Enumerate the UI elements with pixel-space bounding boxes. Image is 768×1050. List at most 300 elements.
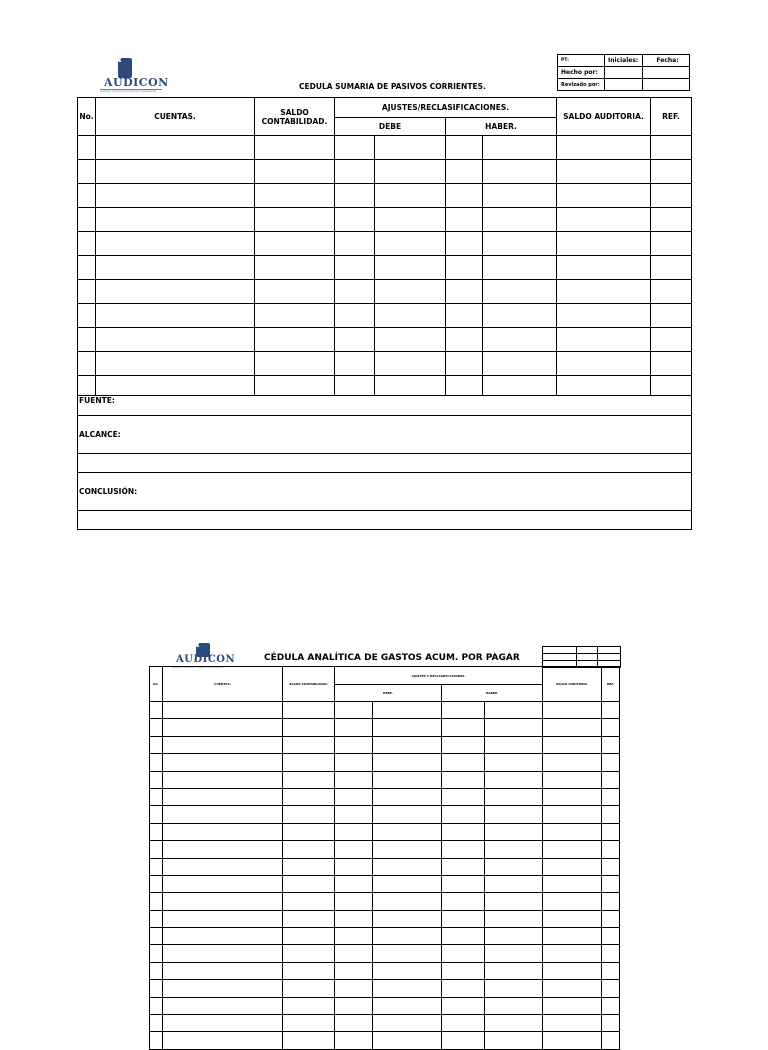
table-cell[interactable] (335, 754, 373, 771)
table-cell[interactable] (96, 184, 255, 208)
table-cell[interactable] (255, 256, 335, 280)
table-cell[interactable] (557, 232, 651, 256)
table-cell[interactable] (651, 256, 692, 280)
table-cell[interactable] (373, 771, 442, 788)
table-cell[interactable] (543, 997, 602, 1014)
table-cell[interactable] (543, 841, 602, 858)
table-cell[interactable] (557, 304, 651, 328)
table-row (150, 806, 620, 823)
table-cell[interactable] (335, 875, 373, 892)
table-cell[interactable] (78, 304, 96, 328)
fuente-label: FUENTE: (78, 396, 692, 416)
table-cell[interactable] (255, 280, 335, 304)
table-cell[interactable] (283, 980, 335, 997)
logo-tagline: Auditores, Consultores, Contadores Independientes (100, 90, 157, 93)
table-cell[interactable] (335, 184, 375, 208)
table-cell[interactable] (163, 1032, 283, 1049)
table-cell[interactable] (373, 945, 442, 962)
table-cell[interactable] (373, 928, 442, 945)
table-cell[interactable] (150, 1015, 163, 1032)
table-cell[interactable] (442, 928, 485, 945)
table-cell[interactable] (442, 1015, 485, 1032)
table-cell[interactable] (442, 719, 485, 736)
table-cell[interactable] (373, 875, 442, 892)
table-cell[interactable] (335, 997, 373, 1014)
table-cell[interactable] (163, 858, 283, 875)
table-cell[interactable] (96, 376, 255, 396)
hecho-iniciales-cell[interactable] (605, 67, 643, 79)
table-cell[interactable] (543, 788, 602, 805)
table-cell[interactable] (483, 328, 557, 352)
table-cell[interactable] (485, 754, 543, 771)
table-cell[interactable] (150, 858, 163, 875)
table-cell[interactable] (96, 208, 255, 232)
table-cell[interactable] (283, 858, 335, 875)
table-cell[interactable] (150, 823, 163, 840)
table-cell[interactable] (602, 962, 620, 979)
table-cell[interactable] (78, 256, 96, 280)
table-cell[interactable] (483, 256, 557, 280)
table-cell[interactable] (283, 754, 335, 771)
table-cell[interactable] (442, 910, 485, 927)
table-cell[interactable] (78, 328, 96, 352)
table-cell[interactable] (485, 928, 543, 945)
table-cell[interactable] (375, 232, 446, 256)
table-cell[interactable] (651, 232, 692, 256)
table-cell[interactable] (78, 160, 96, 184)
table-cell[interactable] (375, 256, 446, 280)
revisado-iniciales-cell[interactable] (605, 79, 643, 91)
table-cell[interactable] (485, 910, 543, 927)
table-cell[interactable] (485, 945, 543, 962)
table-cell[interactable] (335, 841, 373, 858)
table-row (150, 702, 620, 719)
table-cell[interactable] (375, 160, 446, 184)
table-cell[interactable] (335, 806, 373, 823)
table-cell[interactable] (163, 719, 283, 736)
table-cell[interactable] (557, 184, 651, 208)
table-cell[interactable] (335, 823, 373, 840)
table-cell[interactable] (163, 875, 283, 892)
table-cell[interactable] (78, 232, 96, 256)
table-cell[interactable] (163, 962, 283, 979)
table-cell[interactable] (163, 702, 283, 719)
table-cell[interactable] (543, 893, 602, 910)
table-cell[interactable] (602, 754, 620, 771)
signature-box-1 (557, 54, 690, 91)
table-cell[interactable] (373, 736, 442, 753)
table-cell[interactable] (442, 702, 485, 719)
table-cell[interactable] (373, 980, 442, 997)
table-cell[interactable] (602, 806, 620, 823)
table-row (150, 823, 620, 840)
table-cell[interactable] (373, 910, 442, 927)
conclusion-line[interactable] (78, 511, 692, 530)
table-cell[interactable] (163, 980, 283, 997)
table-cell[interactable] (602, 823, 620, 840)
table-cell[interactable] (335, 208, 375, 232)
table-cell[interactable] (150, 806, 163, 823)
table-cell[interactable] (651, 352, 692, 376)
table-cell[interactable] (335, 962, 373, 979)
table-cell[interactable] (602, 910, 620, 927)
table-cell[interactable] (283, 702, 335, 719)
table-cell[interactable] (96, 256, 255, 280)
table-cell[interactable] (446, 256, 483, 280)
table-cell[interactable] (373, 962, 442, 979)
table-cell[interactable] (485, 823, 543, 840)
table-cell[interactable] (483, 352, 557, 376)
table-cell[interactable] (446, 328, 483, 352)
table-cell[interactable] (335, 736, 373, 753)
table-cell[interactable] (485, 893, 543, 910)
table-cell[interactable] (483, 184, 557, 208)
table-cell[interactable] (446, 208, 483, 232)
table-cell[interactable] (255, 304, 335, 328)
table-cell[interactable] (163, 841, 283, 858)
table-cell[interactable] (483, 160, 557, 184)
table-cell[interactable] (543, 806, 602, 823)
table-cell[interactable] (335, 945, 373, 962)
table-cell[interactable] (602, 945, 620, 962)
table-cell[interactable] (150, 980, 163, 997)
table-cell[interactable] (442, 893, 485, 910)
table-cell[interactable] (283, 771, 335, 788)
table-cell[interactable] (602, 719, 620, 736)
table-cell[interactable] (446, 304, 483, 328)
table-cell[interactable] (283, 806, 335, 823)
table-cell[interactable] (485, 841, 543, 858)
table-cell[interactable] (335, 136, 375, 160)
table-cell[interactable] (150, 997, 163, 1014)
table-cell[interactable] (483, 208, 557, 232)
table-cell[interactable] (602, 875, 620, 892)
table-cell[interactable] (283, 719, 335, 736)
table-cell[interactable] (446, 352, 483, 376)
table-cell[interactable] (163, 1015, 283, 1032)
table-cell[interactable] (442, 858, 485, 875)
table-cell[interactable] (163, 910, 283, 927)
table-cell[interactable] (163, 771, 283, 788)
table-cell[interactable] (283, 788, 335, 805)
table-cell[interactable] (375, 352, 446, 376)
table-row (78, 256, 692, 280)
table-cell[interactable] (283, 1032, 335, 1049)
table-cell[interactable] (150, 841, 163, 858)
table-cell[interactable] (373, 893, 442, 910)
table-cell[interactable] (442, 841, 485, 858)
table-cell[interactable] (150, 702, 163, 719)
table-cell[interactable] (335, 980, 373, 997)
table-cell[interactable] (78, 136, 96, 160)
table-cell[interactable] (150, 962, 163, 979)
table-cell[interactable] (373, 719, 442, 736)
table-cell[interactable] (602, 736, 620, 753)
table-cell[interactable] (335, 719, 373, 736)
table-cell[interactable] (335, 304, 375, 328)
table-cell[interactable] (485, 962, 543, 979)
table-cell[interactable] (442, 754, 485, 771)
table-cell[interactable] (283, 997, 335, 1014)
table-row (150, 875, 620, 892)
table-cell[interactable] (483, 376, 557, 396)
table-cell[interactable] (283, 945, 335, 962)
table-cell[interactable] (543, 858, 602, 875)
table-cell[interactable] (442, 945, 485, 962)
alcance-line[interactable] (78, 454, 692, 473)
table-cell[interactable] (651, 208, 692, 232)
table-cell[interactable] (255, 232, 335, 256)
table-cell[interactable] (442, 771, 485, 788)
table-cell[interactable] (335, 232, 375, 256)
table-cell[interactable] (78, 352, 96, 376)
table-cell[interactable] (373, 841, 442, 858)
table-cell[interactable] (446, 184, 483, 208)
table-cell[interactable] (543, 771, 602, 788)
table-cell[interactable] (163, 823, 283, 840)
table-cell[interactable] (255, 160, 335, 184)
table-cell[interactable] (150, 736, 163, 753)
table-cell[interactable] (543, 702, 602, 719)
table-cell[interactable] (375, 208, 446, 232)
table-cell[interactable] (375, 184, 446, 208)
table-cell[interactable] (557, 136, 651, 160)
table-cell[interactable] (150, 754, 163, 771)
table-cell[interactable] (373, 788, 442, 805)
table-cell[interactable] (335, 328, 375, 352)
table-cell[interactable] (485, 702, 543, 719)
table-cell[interactable] (373, 702, 442, 719)
table-cell[interactable] (283, 910, 335, 927)
table-cell[interactable] (557, 160, 651, 184)
table-cell[interactable] (96, 136, 255, 160)
table-cell[interactable] (651, 160, 692, 184)
table-cell[interactable] (543, 1015, 602, 1032)
table-cell[interactable] (335, 376, 375, 396)
table-cell[interactable] (602, 858, 620, 875)
table-cell[interactable] (335, 771, 373, 788)
table-cell[interactable] (78, 376, 96, 396)
table-row (78, 160, 692, 184)
table-cell[interactable] (96, 304, 255, 328)
table-cell[interactable] (375, 328, 446, 352)
table-cell[interactable] (78, 208, 96, 232)
table-cell[interactable] (255, 136, 335, 160)
table-cell[interactable] (373, 823, 442, 840)
table-cell[interactable] (96, 232, 255, 256)
table-cell[interactable] (651, 280, 692, 304)
table-cell[interactable] (446, 160, 483, 184)
table-cell[interactable] (335, 858, 373, 875)
table-cell[interactable] (150, 928, 163, 945)
table-cell[interactable] (442, 997, 485, 1014)
table-cell[interactable] (163, 928, 283, 945)
table-cell[interactable] (255, 376, 335, 396)
table-cell[interactable] (373, 754, 442, 771)
table-cell[interactable] (255, 352, 335, 376)
table-cell[interactable] (602, 771, 620, 788)
table-cell[interactable] (163, 997, 283, 1014)
table-cell[interactable] (283, 841, 335, 858)
table-cell[interactable] (442, 806, 485, 823)
table-cell[interactable] (283, 875, 335, 892)
table-cell[interactable] (543, 736, 602, 753)
table-cell[interactable] (485, 771, 543, 788)
table-cell[interactable] (96, 328, 255, 352)
table-cell[interactable] (335, 352, 375, 376)
table-cell[interactable] (483, 304, 557, 328)
table-cell[interactable] (150, 945, 163, 962)
table-cell[interactable] (442, 736, 485, 753)
table-cell[interactable] (557, 208, 651, 232)
table-cell[interactable] (557, 376, 651, 396)
table-cell[interactable] (602, 841, 620, 858)
table-cell[interactable] (446, 376, 483, 396)
table-cell[interactable] (543, 823, 602, 840)
table-cell[interactable] (335, 160, 375, 184)
table-cell[interactable] (485, 997, 543, 1014)
table-cell[interactable] (442, 875, 485, 892)
table-cell[interactable] (375, 280, 446, 304)
table-cell[interactable] (150, 875, 163, 892)
table-cell[interactable] (543, 980, 602, 997)
table-cell[interactable] (543, 875, 602, 892)
table-cell[interactable] (163, 806, 283, 823)
table-cell[interactable] (557, 352, 651, 376)
table-cell[interactable] (163, 893, 283, 910)
table-cell[interactable] (483, 136, 557, 160)
table-cell[interactable] (651, 376, 692, 396)
table-cell[interactable] (557, 280, 651, 304)
table-cell[interactable] (485, 980, 543, 997)
table-cell[interactable] (375, 136, 446, 160)
table-cell[interactable] (543, 928, 602, 945)
table-cell[interactable] (557, 256, 651, 280)
table-cell[interactable] (602, 788, 620, 805)
table-cell[interactable] (543, 945, 602, 962)
table-cell[interactable] (150, 771, 163, 788)
table-row (150, 858, 620, 875)
table-cell[interactable] (150, 788, 163, 805)
table-cell[interactable] (335, 702, 373, 719)
table-cell[interactable] (602, 928, 620, 945)
table-cell[interactable] (255, 184, 335, 208)
table-cell[interactable] (373, 858, 442, 875)
table-cell[interactable] (651, 136, 692, 160)
table-cell[interactable] (255, 208, 335, 232)
table-cell[interactable] (543, 1032, 602, 1049)
table-cell[interactable] (283, 928, 335, 945)
table-cell[interactable] (283, 736, 335, 753)
table-cell[interactable] (150, 719, 163, 736)
table-cell[interactable] (373, 806, 442, 823)
table-cell[interactable] (483, 232, 557, 256)
table-cell[interactable] (442, 962, 485, 979)
table-cell[interactable] (602, 980, 620, 997)
table-cell[interactable] (485, 806, 543, 823)
table-cell[interactable] (335, 256, 375, 280)
table-cell[interactable] (78, 280, 96, 304)
table-cell[interactable] (651, 184, 692, 208)
table-cell[interactable] (373, 1032, 442, 1049)
table-cell[interactable] (335, 1015, 373, 1032)
table-cell[interactable] (283, 1015, 335, 1032)
table-cell[interactable] (442, 788, 485, 805)
table-cell[interactable] (373, 1015, 442, 1032)
table-cell[interactable] (602, 997, 620, 1014)
table-cell[interactable] (375, 376, 446, 396)
audicon-emblem-icon (118, 58, 132, 78)
table-cell[interactable] (283, 962, 335, 979)
table-cell[interactable] (163, 788, 283, 805)
table-cell[interactable] (78, 184, 96, 208)
table-cell[interactable] (602, 1032, 620, 1049)
revisado-fecha-cell[interactable] (643, 79, 690, 91)
table-cell[interactable] (96, 160, 255, 184)
table-cell[interactable] (283, 823, 335, 840)
header-cuentas: CUENTAS. (163, 667, 283, 702)
table-cell[interactable] (442, 823, 485, 840)
table-cell[interactable] (163, 736, 283, 753)
table-cell[interactable] (651, 328, 692, 352)
table-cell[interactable] (163, 945, 283, 962)
table-cell[interactable] (602, 1015, 620, 1032)
table-cell[interactable] (485, 1015, 543, 1032)
table-cell[interactable] (442, 1032, 485, 1049)
table-cell[interactable] (96, 280, 255, 304)
table-cell[interactable] (150, 910, 163, 927)
table-cell[interactable] (150, 1032, 163, 1049)
table-cell[interactable] (602, 893, 620, 910)
table-cell[interactable] (163, 754, 283, 771)
table-cell[interactable] (96, 352, 255, 376)
table-cell[interactable] (442, 980, 485, 997)
table-cell[interactable] (373, 997, 442, 1014)
table-cell[interactable] (485, 719, 543, 736)
table-cell[interactable] (557, 328, 651, 352)
table-cell[interactable] (485, 875, 543, 892)
table-cell[interactable] (335, 280, 375, 304)
table-cell[interactable] (543, 910, 602, 927)
table-cell[interactable] (375, 304, 446, 328)
table-cell[interactable] (485, 858, 543, 875)
table-cell[interactable] (335, 1032, 373, 1049)
fecha-label: Fecha: (643, 55, 690, 67)
table-cell[interactable] (485, 736, 543, 753)
table-row (150, 841, 620, 858)
table-cell[interactable] (446, 136, 483, 160)
table-cell[interactable] (485, 788, 543, 805)
table-cell[interactable] (255, 328, 335, 352)
table-cell[interactable] (335, 893, 373, 910)
table-cell[interactable] (446, 280, 483, 304)
table-cell[interactable] (651, 304, 692, 328)
table-cell[interactable] (485, 1032, 543, 1049)
table-cell[interactable] (543, 719, 602, 736)
table-cell[interactable] (543, 962, 602, 979)
pasivos-table (77, 97, 692, 530)
table-cell[interactable] (150, 893, 163, 910)
table-cell[interactable] (335, 910, 373, 927)
table-cell[interactable] (283, 893, 335, 910)
table-cell[interactable] (335, 788, 373, 805)
table-cell[interactable] (335, 928, 373, 945)
table-cell[interactable] (543, 754, 602, 771)
hecho-fecha-cell[interactable] (643, 67, 690, 79)
table-cell[interactable] (446, 232, 483, 256)
table-cell[interactable] (483, 280, 557, 304)
table-cell[interactable] (602, 702, 620, 719)
